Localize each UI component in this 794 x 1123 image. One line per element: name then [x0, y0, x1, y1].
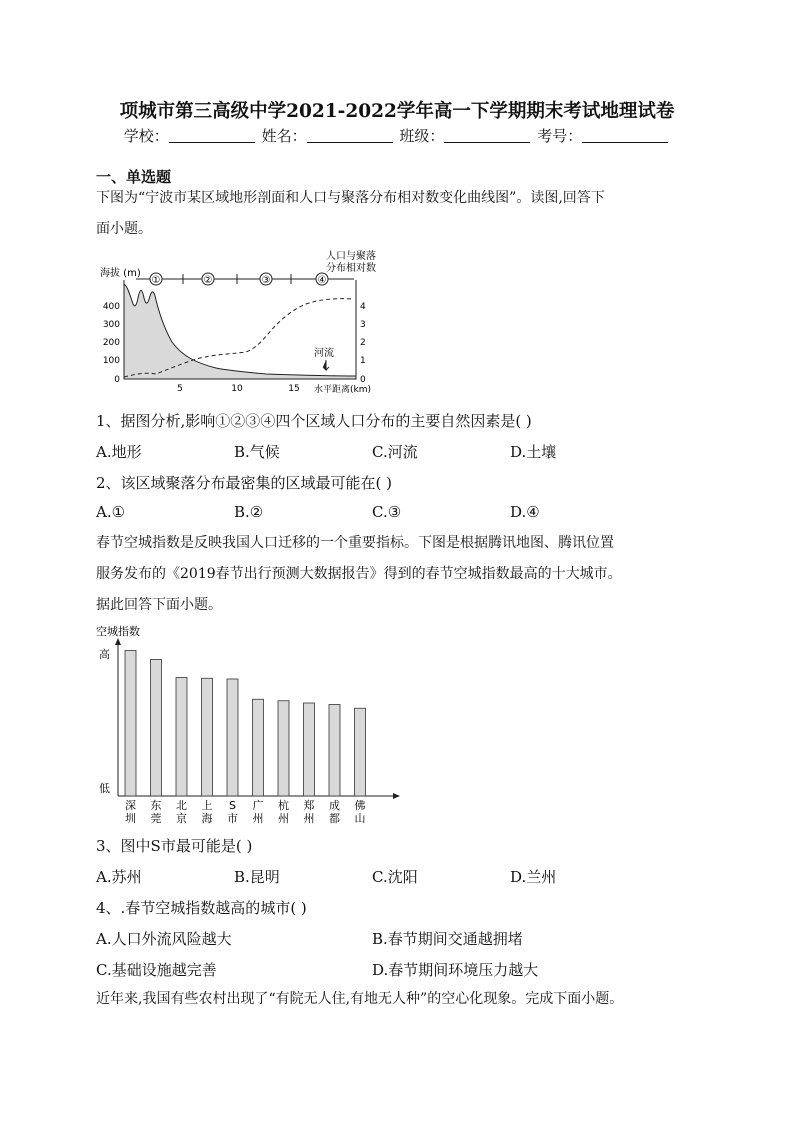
number-label: 考号： — [537, 127, 583, 145]
category-label-9-0: 佛 — [354, 799, 366, 812]
category-label-0-0: 深 — [125, 799, 136, 812]
bar-0 — [125, 651, 136, 797]
elevation-axis-label: 海拔 (m) — [100, 268, 141, 279]
page-title: 项城市第三高级中学2021-2022学年高一下学期期末考试地理试卷 — [119, 101, 675, 122]
category-label-8-0: 成 — [329, 799, 340, 812]
y-left-tick: 0 — [114, 375, 120, 385]
category-label-2-1: 京 — [176, 812, 187, 825]
y-right-tick: 4 — [360, 302, 366, 312]
school-label: 学校： — [123, 127, 169, 145]
x-axis-arrow-icon — [393, 793, 400, 799]
empty-city-index-chart — [92, 620, 412, 830]
school-blank[interactable] — [169, 128, 255, 143]
bar-4 — [227, 679, 238, 796]
river-label: 河流 — [314, 348, 334, 359]
x-tick: 10 — [231, 384, 243, 394]
bar-2 — [176, 678, 187, 797]
bar-6 — [278, 701, 289, 796]
q1-option-c[interactable]: C.河流 — [372, 443, 418, 461]
bar-8 — [329, 705, 340, 797]
intro-paragraph-3: 近年来,我国有些农村出现了“有院无人住,有地无人种”的空心化现象。完成下面小题。 — [96, 991, 624, 1007]
name-blank[interactable] — [307, 128, 393, 143]
question-2-stem: 2、该区域聚落分布最密集的区域最可能在( ) — [96, 474, 393, 492]
question-3-stem: 3、图中S市最可能是( ) — [96, 837, 253, 855]
y-left-tick: 300 — [102, 320, 120, 330]
terrain-profile-figure — [96, 246, 396, 398]
x-axis-label: 水平距离(km) — [314, 385, 372, 395]
y-left-tick: 400 — [102, 302, 120, 312]
category-label-3-0: 上 — [201, 799, 213, 812]
intro-2-line-2: 服务发布的《2019春节出行预测大数据报告》得到的春节空城指数最高的十大城市。 — [96, 566, 622, 582]
name-label: 姓名： — [261, 127, 307, 145]
q2-option-a[interactable]: A.① — [96, 503, 126, 521]
y-right-tick: 0 — [360, 375, 366, 385]
river-arrow-icon — [323, 360, 329, 370]
q3-option-c[interactable]: C.沈阳 — [372, 868, 418, 886]
y-right-tick: 1 — [360, 356, 366, 366]
chart-bars — [125, 651, 366, 797]
question-4-stem: 4、.春节空城指数越高的城市( ) — [96, 899, 307, 917]
y-right-tick: 3 — [360, 320, 366, 330]
region-3-label: ③ — [261, 275, 271, 286]
intro-2-line-1: 春节空城指数是反映我国人口迁移的一个重要指标。下图是根据腾讯地图、腾讯位置 — [96, 535, 614, 551]
intro-paragraph-2 — [96, 528, 702, 621]
q3-option-d[interactable]: D.兰州 — [510, 868, 557, 886]
q2-option-d[interactable]: D.④ — [510, 503, 540, 521]
y-left-tick: 100 — [102, 356, 120, 366]
class-blank[interactable] — [444, 128, 530, 143]
q2-option-c[interactable]: C.③ — [372, 503, 402, 521]
y-right-tick: 2 — [360, 338, 366, 348]
x-tick: 15 — [288, 384, 300, 394]
y-axis-arrow-icon — [115, 638, 121, 645]
terrain-profile — [124, 284, 356, 379]
category-label-4-0: S — [229, 799, 236, 812]
section-heading: 一、单选题 — [96, 168, 172, 186]
category-label-5-0: 广 — [252, 799, 264, 812]
bar-1 — [151, 660, 162, 797]
category-label-1-0: 东 — [150, 799, 162, 812]
category-label-0-1: 圳 — [125, 812, 136, 825]
category-label-9-1: 山 — [354, 812, 366, 825]
chart-y-label: 空城指数 — [96, 625, 140, 638]
population-axis-label-1: 人口与聚落 — [326, 251, 376, 262]
category-label-4-1: 市 — [227, 812, 238, 825]
q4-option-c[interactable]: C.基础设施越完善 — [96, 961, 217, 979]
category-label-2-0: 北 — [176, 799, 187, 812]
chart-y-bottom-label: 低 — [99, 782, 110, 795]
category-label-5-1: 州 — [252, 812, 264, 825]
chart-x-labels — [125, 798, 366, 825]
q2-option-b[interactable]: B.② — [234, 503, 264, 521]
category-label-8-1: 都 — [329, 812, 340, 825]
category-label-6-0: 杭 — [278, 799, 289, 812]
chart-y-top-label: 高 — [99, 648, 110, 661]
bar-7 — [304, 703, 315, 796]
category-label-3-1: 海 — [201, 812, 213, 825]
q1-option-b[interactable]: B.气候 — [234, 443, 280, 461]
region-2-label: ② — [203, 275, 213, 286]
bar-3 — [202, 678, 213, 796]
q3-option-a[interactable]: A.苏州 — [96, 868, 142, 886]
y-left-tick: 200 — [102, 338, 120, 348]
q1-option-d[interactable]: D.土壤 — [510, 443, 557, 461]
question-1-stem: 1、据图分析,影响①②③④四个区域人口分布的主要自然因素是( ) — [96, 412, 532, 430]
bar-9 — [355, 708, 366, 796]
class-label: 班级： — [399, 127, 445, 145]
x-tick: 5 — [177, 384, 183, 394]
intro-1-line-2: 面小题。 — [96, 221, 152, 237]
category-label-7-0: 郑 — [303, 799, 315, 812]
q1-option-a[interactable]: A.地形 — [96, 443, 142, 461]
region-4-label: ④ — [317, 275, 327, 286]
region-1-label: ① — [151, 275, 161, 286]
number-blank[interactable] — [582, 128, 668, 143]
q4-option-b[interactable]: B.春节期间交通越拥堵 — [372, 930, 523, 948]
q4-option-d[interactable]: D.春节期间环境压力越大 — [372, 961, 539, 979]
category-label-1-1: 莞 — [150, 812, 162, 825]
q4-option-a[interactable]: A.人口外流风险越大 — [96, 930, 232, 948]
student-info-line — [0, 125, 794, 146]
intro-2-line-3: 据此回答下面小题。 — [96, 597, 222, 613]
population-axis-label-2: 分布相对数 — [326, 263, 376, 274]
intro-1-line-1: 下图为“宁波市某区域地形剖面和人口与聚落分布相对数变化曲线图”。读图,回答下 — [96, 190, 605, 206]
category-label-6-1: 州 — [278, 812, 289, 825]
intro-paragraph-1 — [96, 183, 702, 245]
q3-option-b[interactable]: B.昆明 — [234, 868, 280, 886]
category-label-7-1: 州 — [303, 812, 315, 825]
bar-5 — [253, 699, 264, 796]
